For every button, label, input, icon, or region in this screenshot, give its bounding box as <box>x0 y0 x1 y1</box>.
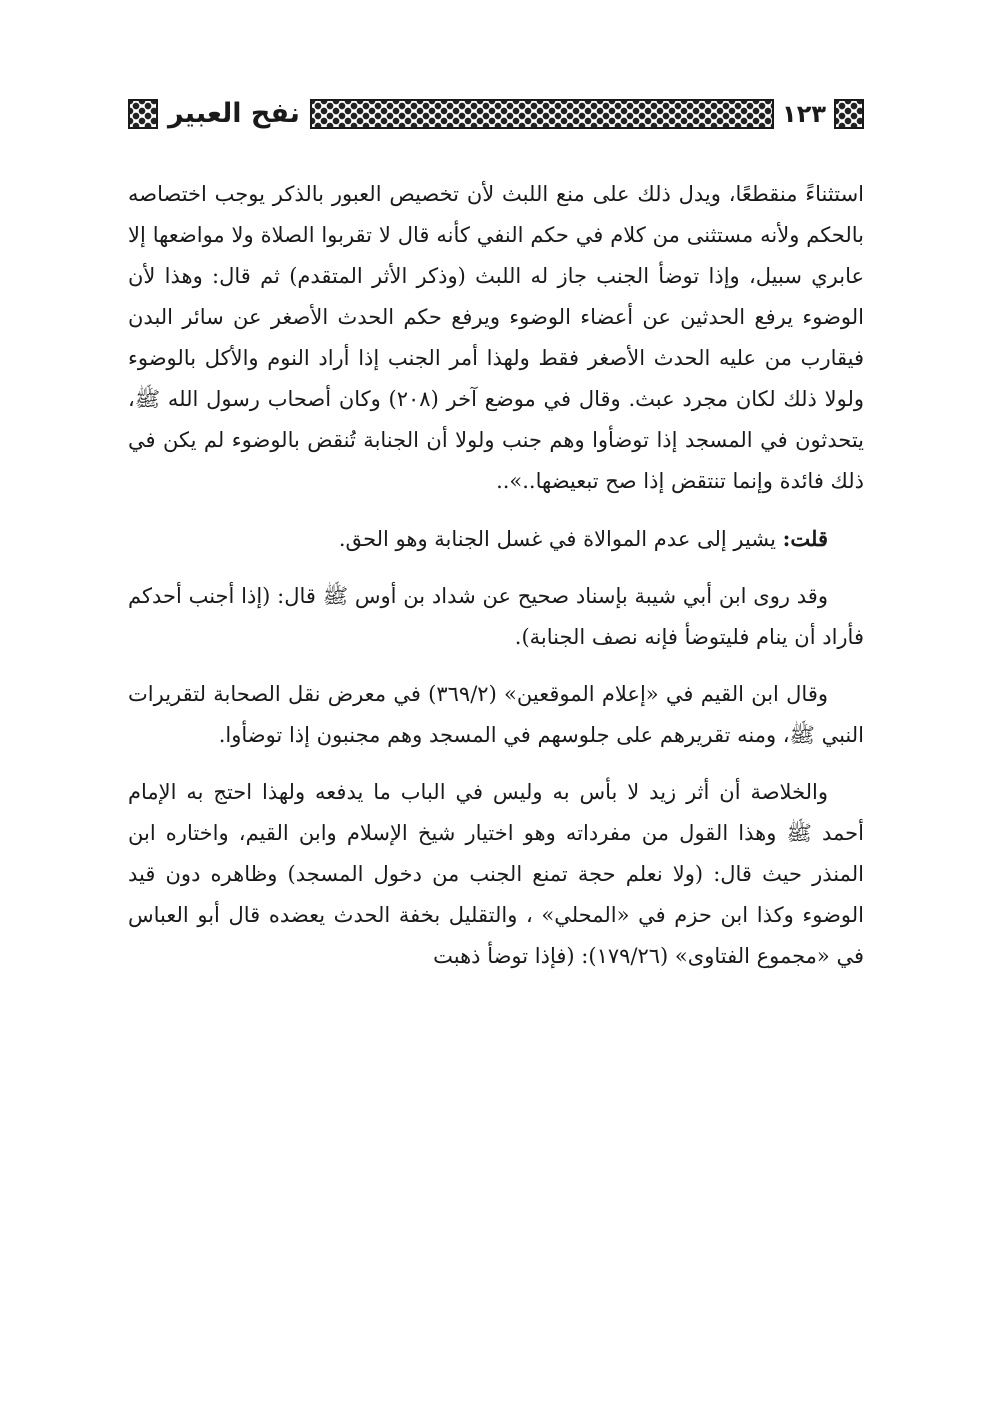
paragraph-text: والخلاصة أن أثر زيد لا بأس به وليس في الباب ما يدفعه ولهذا احتج به الإمام أحمد ﷺ وهذا القول من مفرداته وهو اختيار شيخ الإسلام وابن القيم، واختاره ابن المنذر حيث قال: (ولا نعلم حجة تمنع الجنب من دخول المسجد) وظاهره دون قيد الوضوء وكذا ابن حزم في «المحلي» ، والتقليل بخفة الحدث يعضده قال أبو العباس في «مجموع الفتاوى» (١٧٩/٢٦): (فإذا توضأ ذهبت <box>128 780 864 968</box>
paragraph-note <box>128 518 864 560</box>
page-body <box>128 174 864 993</box>
paragraph-lead: قلت: <box>782 526 828 551</box>
paragraph-ibn-qayyim <box>128 674 864 756</box>
header-ornament-middle <box>310 99 774 129</box>
paragraph-conclusion <box>128 772 864 977</box>
paragraph-continuation <box>128 174 864 502</box>
paragraph-hadith <box>128 576 864 658</box>
paragraph-text: وقال ابن القيم في «إعلام الموقعين» (٣٦٩/٢) في معرض نقل الصحابة لتقريرات النبي ﷺ، ومنه تقريرهم على جلوسهم في المسجد وهم مجنبون إذا توضأوا. <box>128 682 864 747</box>
header-ornament-left <box>128 99 158 129</box>
paragraph-text: استثناءً منقطعًا، ويدل ذلك على منع اللبث لأن تخصيص العبور بالذكر يوجب اختصاصه بالحكم ولأنه مستثنى من كلام في حكم النفي كأنه قال لا تقربوا الصلاة ولا مواضعها إلا عابري سبيل، وإذا توضأ الجنب جاز له اللبث (وذكر الأثر المتقدم) ثم قال: وهذا لأن الوضوء يرفع الحدثين عن أعضاء الوضوء ويرفع حكم الحدث الأصغر عن سائر البدن فيقارب من عليه الحدث الأصغر فقط ولهذا أمر الجنب إذا أراد النوم والأكل بالوضوء ولولا ذلك لكان مجرد عبث. وقال في موضع آخر (٢٠٨) وكان أصحاب رسول الله ﷺ، يتحدثون في المسجد إذا توضأوا وهم جنب ولولا أن الجنابة تُنقض بالوضوء لم يكن في ذلك فائدة وإنما تنتقض إذا صح تبعيضها..».. <box>128 182 864 493</box>
header-ornament-right <box>834 99 864 129</box>
paragraph-text: يشير إلى عدم الموالاة في غسل الجنابة وهو الحق. <box>338 527 783 551</box>
page-number: ١٢٣ <box>782 100 826 128</box>
page-header <box>128 92 864 136</box>
paragraph-text: وقد روى ابن أبي شيبة بإسناد صحيح عن شداد بن أوس ﷺ قال: (إذا أجنب أحدكم فأراد أن ينام فليتوضأ فإنه نصف الجنابة). <box>128 584 864 649</box>
book-title: نفح العبير <box>168 98 300 129</box>
